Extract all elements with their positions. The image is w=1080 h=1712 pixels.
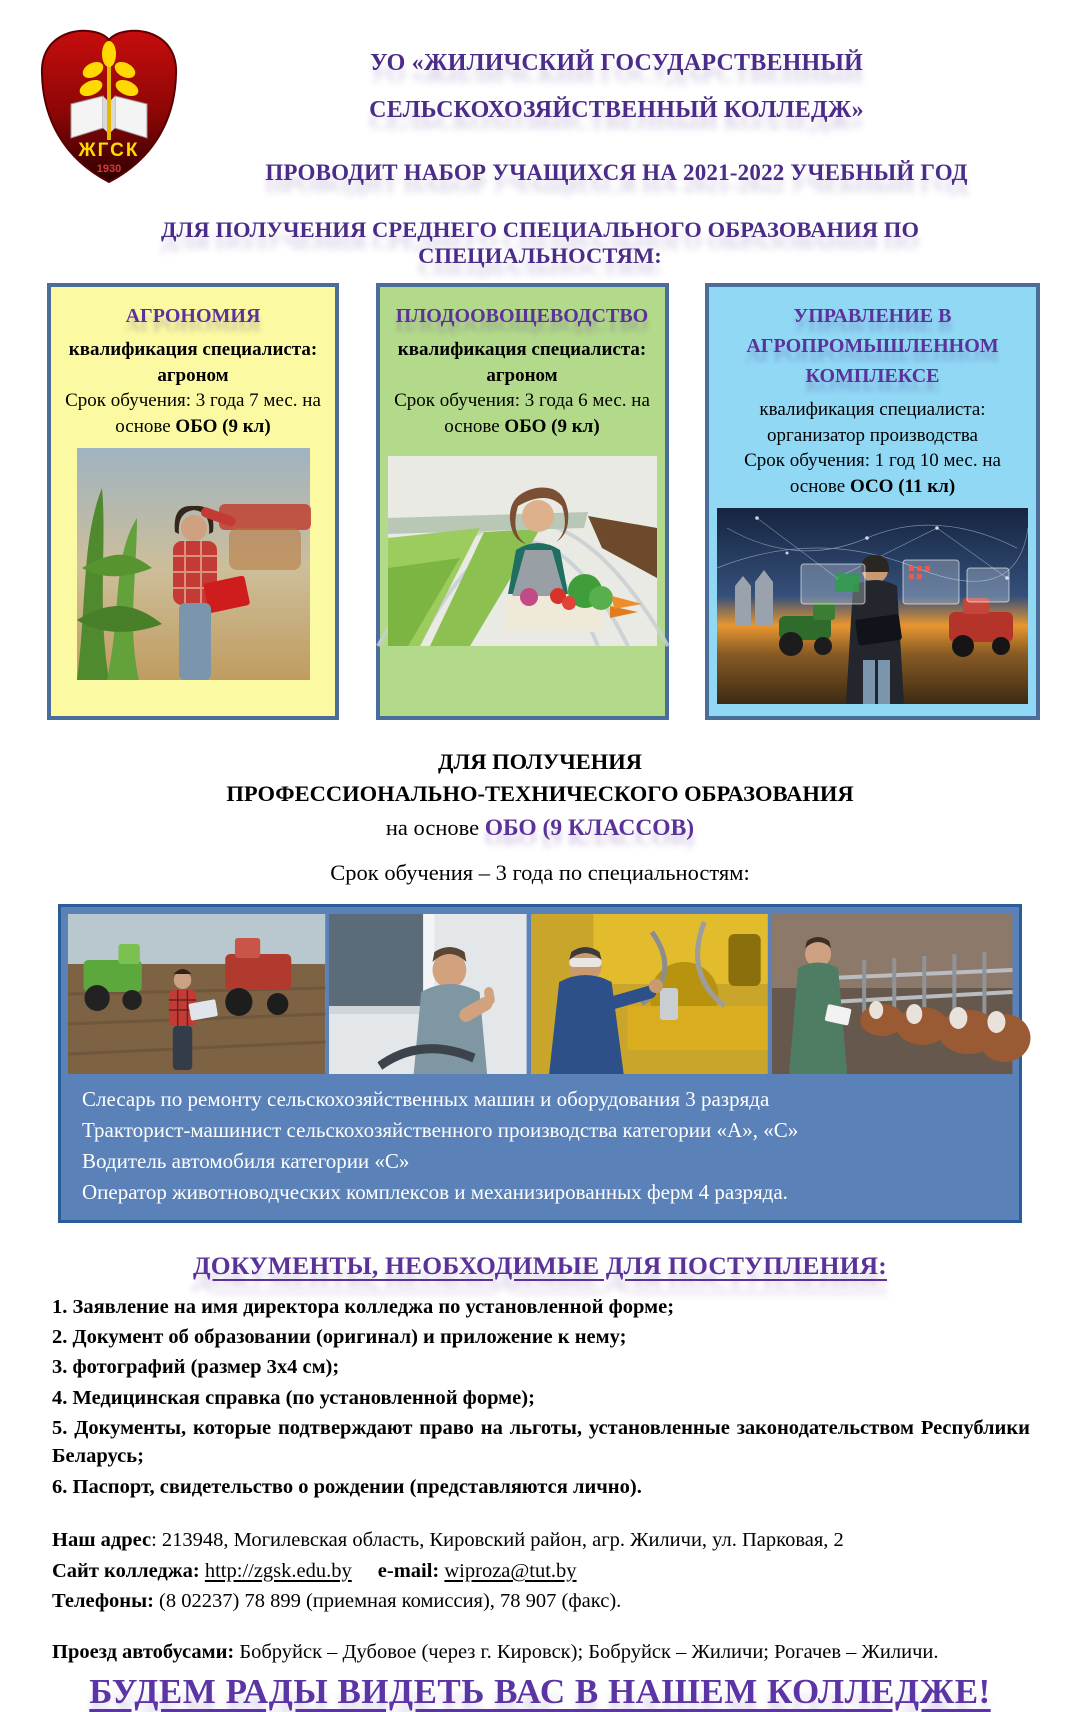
pt-specialties-box xyxy=(58,904,1022,1223)
photo-mechanic-engine xyxy=(531,914,768,1074)
duration-line: Срок обучения: 3 года 6 мес. на основе ОБО (9 кл) xyxy=(394,390,650,437)
header xyxy=(0,0,1080,193)
qualification-label: квалификация специалиста: xyxy=(68,339,318,360)
college-crest-logo xyxy=(33,26,191,193)
header-titles xyxy=(191,26,1042,193)
documents-heading: ДОКУМЕНТЫ, НЕОБХОДИМЫЕ ДЛЯ ПОСТУПЛЕНИЯ: xyxy=(193,1250,887,1280)
pt-duration-line: Срок обучения – 3 года по специальностям: xyxy=(330,859,750,885)
card-title: АГРОНОМИЯ xyxy=(125,305,261,327)
document-item: 2. Документ об образовании (оригинал) и приложение к нему; xyxy=(52,1326,627,1349)
card-agro-management xyxy=(705,283,1040,720)
photo-greenhouse-grower xyxy=(388,456,657,646)
document-item: 4. Медицинская справка (по установленной форме); xyxy=(52,1386,535,1409)
photo-truck-driver xyxy=(329,914,527,1074)
qualification-label: квалификация специалиста: xyxy=(397,339,647,360)
documents-list xyxy=(0,1281,1080,1501)
shield-crest-icon xyxy=(33,26,185,188)
duration-line: Срок обучения: 1 год 10 мес. на основе ОСО (11 кл) xyxy=(744,450,1001,497)
site-email-line: Сайт колледжа: http://zgsk.edu.by e-mail: wiproza@tut.by xyxy=(52,1559,577,1582)
bus-routes-line: Проезд автобусами: Бобруйск – Дубовое (через г. Кировск); Бобруйск – Жиличи; Рогачев – Жиличи. xyxy=(52,1641,939,1664)
pt-heading xyxy=(0,746,1080,890)
specialty-cards xyxy=(0,269,1080,720)
qualification-value: агроном xyxy=(157,364,229,386)
photo-farmer-laptop-tractors xyxy=(68,914,325,1074)
pt-basis-bold: ОБО (9 КЛАССОВ) xyxy=(484,814,695,841)
card-fruit-growing xyxy=(376,283,669,720)
pt-line2: ПРОФЕССИОНАЛЬНО-ТЕХНИЧЕСКОГО ОБРАЗОВАНИЯ xyxy=(226,781,854,807)
pt-line1: ДЛЯ ПОЛУЧЕНИЯ xyxy=(437,748,643,774)
contacts-block xyxy=(0,1501,1080,1617)
address-line: Наш адрес: 213948, Могилевская область, Кировский район, агр. Жиличи, ул. Парковая, 2 xyxy=(52,1528,844,1551)
qualification-label: квалификация специалиста: xyxy=(759,399,986,420)
pt-photo-strip xyxy=(68,914,1012,1074)
specialty-line: Оператор животноводческих комплексов и механизированных ферм 4 разряда. xyxy=(82,1179,788,1204)
logo-abbr: ЖГСК xyxy=(78,140,140,161)
photo-agronomy-corn-field xyxy=(59,448,327,680)
college-email-link[interactable]: wiproza@tut.by xyxy=(444,1559,577,1582)
document-item: 3. фотографий (размер 3х4 см); xyxy=(52,1356,340,1379)
welcome-banner: БУДЕМ РАДЫ ВИДЕТЬ ВАС В НАШЕМ КОЛЛЕДЖЕ! xyxy=(89,1672,991,1712)
document-item: 5. Документы, которые подтверждают право на льготы, установленные законодательством Республики Беларусь; xyxy=(52,1416,1030,1468)
specialty-line: Водитель автомобиля категории «С» xyxy=(82,1148,410,1173)
phones-line: Телефоны: (8 02237) 78 899 (приемная комиссия), 78 907 (факс). xyxy=(52,1590,622,1613)
card-title: ПЛОДООВОЩЕВОДСТВО xyxy=(395,305,649,327)
card-agronomy xyxy=(47,283,339,720)
qualification-value: агроном xyxy=(486,364,558,386)
college-title: УО «ЖИЛИЧСКИЙ ГОСУДАРСТВЕННЫЙ СЕЛЬСКОХОЗЯЙСТВЕННЫЙ КОЛЛЕДЖ» xyxy=(369,50,864,123)
sso-heading: ДЛЯ ПОЛУЧЕНИЯ СРЕДНЕГО СПЕЦИАЛЬНОГО ОБРАЗОВАНИЯ ПО СПЕЦИАЛЬНОСТЯМ: xyxy=(160,217,920,268)
card-title: УПРАВЛЕНИЕ В АГРОПРОМЫШЛЕННОМ КОМПЛЕКСЕ xyxy=(746,305,999,387)
photo-cattle-barn xyxy=(772,914,1012,1074)
duration-line: Срок обучения: 3 года 7 мес. на основе ОБО (9 кл) xyxy=(65,390,321,437)
qualification-value: организатор производства xyxy=(766,424,978,446)
pt-basis-line: на основе ОБО (9 КЛАССОВ) xyxy=(385,814,695,841)
recruit-line: ПРОВОДИТ НАБОР УЧАЩИХСЯ НА 2021-2022 УЧЕБНЫЙ ГОД xyxy=(265,159,968,185)
document-item: 1. Заявление на имя директора колледжа по установленной форме; xyxy=(52,1295,675,1318)
specialty-line: Тракторист-машинист сельскохозяйственного производства категории «А», «С» xyxy=(82,1117,799,1142)
college-site-link[interactable]: http://zgsk.edu.by xyxy=(204,1559,352,1582)
document-item: 6. Паспорт, свидетельство о рождении (представляются лично). xyxy=(52,1475,642,1498)
logo-year: 1930 xyxy=(96,163,122,175)
photo-smart-farming xyxy=(717,508,1028,704)
pt-specialties-list xyxy=(68,1074,1012,1208)
specialty-line: Слесарь по ремонту сельскохозяйственных машин и оборудования 3 разряда xyxy=(82,1086,770,1111)
